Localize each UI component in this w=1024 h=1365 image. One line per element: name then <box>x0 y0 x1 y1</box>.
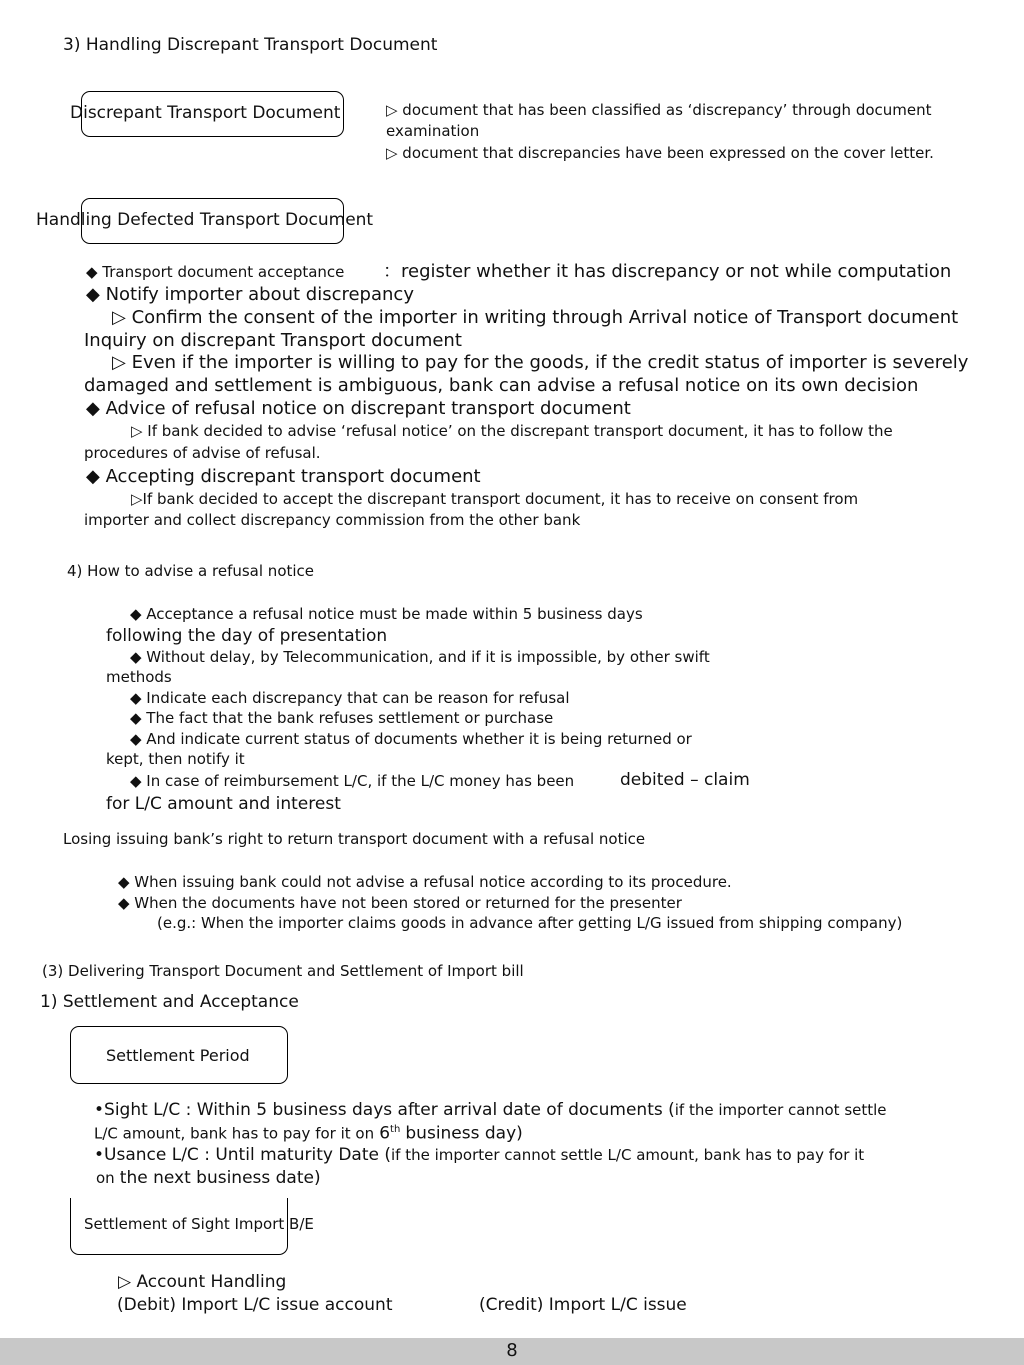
losing-line-3: (e.g.: When the importer claims goods in advance after getting L/G issued from shipping company) <box>157 914 903 932</box>
handling-line-7: ◆ Advice of refusal notice on discrepant transport document <box>86 398 631 419</box>
period-line-2c: th <box>390 1124 401 1135</box>
handling-line-10: ◆ Accepting discrepant transport document <box>86 466 481 487</box>
box1-desc-line-2: examination <box>386 122 480 140</box>
advise-line-5: ◆ Indicate each discrepancy that can be reason for refusal <box>130 689 570 707</box>
period-line-1 <box>94 1101 887 1121</box>
discrepant-document-label: Discrepant Transport Document <box>70 103 341 123</box>
settlement-heading: 1) Settlement and Acceptance <box>40 992 299 1012</box>
period-line-1a: •Sight L/C : Within 5 business days after arrival date of documents ( <box>94 1100 675 1120</box>
handling-line-11: ▷If bank decided to accept the discrepant transport document, it has to receive on consent from <box>131 490 859 508</box>
handling-defected-label: Handling Defected Transport Document <box>36 210 374 230</box>
handling-line-1a: ◆ Transport document acceptance <box>86 263 345 281</box>
settlement-period-label: Settlement Period <box>106 1046 250 1065</box>
period-line-2d: business day) <box>405 1123 523 1144</box>
advise-line-10: for L/C amount and interest <box>106 794 341 814</box>
period-line-4 <box>96 1169 321 1189</box>
advise-line-9b: debited – claim <box>620 770 750 790</box>
handling-line-8: ▷ If bank decided to advise ‘refusal notice’ on the discrepant transport document, it has to follow the <box>131 422 893 440</box>
page-number: 8 <box>506 1340 518 1361</box>
period-line-2a: L/C amount, bank has to pay for it on <box>94 1124 375 1143</box>
advise-line-8: kept, then notify it <box>106 750 245 768</box>
delivering-heading: (3) Delivering Transport Document and Settlement of Import bill <box>42 962 524 980</box>
section-3-heading: 3) Handling Discrepant Transport Document <box>63 35 438 55</box>
losing-line-1: ◆ When issuing bank could not advise a refusal notice according to its procedure. <box>118 873 732 891</box>
period-line-4b: the next business date) <box>119 1168 321 1188</box>
advise-line-6: ◆ The fact that the bank refuses settlement or purchase <box>130 709 554 727</box>
account-debit: (Debit) Import L/C issue account <box>117 1295 393 1315</box>
handling-line-3: ▷ Confirm the consent of the importer in writing through Arrival notice of Transport document <box>112 307 959 328</box>
advise-line-9a: ◆ In case of reimbursement L/C, if the L/C money has been <box>130 772 575 790</box>
handling-line-1b: ：register whether it has discrepancy or not while computation <box>383 261 952 282</box>
period-line-2b: 6 <box>379 1123 391 1144</box>
account-credit: (Credit) Import L/C issue <box>479 1295 687 1315</box>
period-line-3b: if the importer cannot settle L/C amount, bank has to pay for it <box>391 1146 865 1164</box>
period-line-3a: •Usance L/C : Until maturity Date ( <box>94 1145 391 1165</box>
advise-line-2: following the day of presentation <box>106 626 388 646</box>
handling-line-2: ◆ Notify importer about discrepancy <box>86 284 414 305</box>
advise-line-7: ◆ And indicate current status of documents whether it is being returned or <box>130 730 692 748</box>
handling-line-5: ▷ Even if the importer is willing to pay for the goods, if the credit status of importer is severely <box>112 352 969 373</box>
advise-line-1: ◆ Acceptance a refusal notice must be made within 5 business days <box>130 605 643 623</box>
losing-line-2: ◆ When the documents have not been stored or returned for the presenter <box>118 894 682 912</box>
handling-line-9: procedures of advise of refusal. <box>84 444 321 462</box>
box1-desc-line-3: ▷ document that discrepancies have been expressed on the cover letter. <box>386 144 934 162</box>
advise-line-3: ◆ Without delay, by Telecommunication, and if it is impossible, by other swift <box>130 648 710 666</box>
period-line-3 <box>94 1146 864 1166</box>
advise-line-4: methods <box>106 668 172 686</box>
handling-line-6: damaged and settlement is ambiguous, bank can advise a refusal notice on its own decision <box>84 375 919 396</box>
page-footer <box>0 1338 1024 1365</box>
handling-line-12: importer and collect discrepancy commission from the other bank <box>84 511 581 529</box>
account-handling-line: ▷ Account Handling <box>118 1272 287 1292</box>
handling-line-4: Inquiry on discrepant Transport document <box>84 330 462 351</box>
period-line-4a: on <box>96 1169 115 1187</box>
losing-right-heading: Losing issuing bank’s right to return transport document with a refusal notice <box>63 830 646 848</box>
sight-import-label: Settlement of Sight Import B/E <box>84 1215 314 1233</box>
box1-desc-line-1: ▷ document that has been classified as ‘discrepancy’ through document <box>386 101 932 119</box>
section-4-heading: 4) How to advise a refusal notice <box>67 562 315 580</box>
period-line-2 <box>94 1124 523 1144</box>
period-line-1b: if the importer cannot settle <box>674 1101 887 1119</box>
